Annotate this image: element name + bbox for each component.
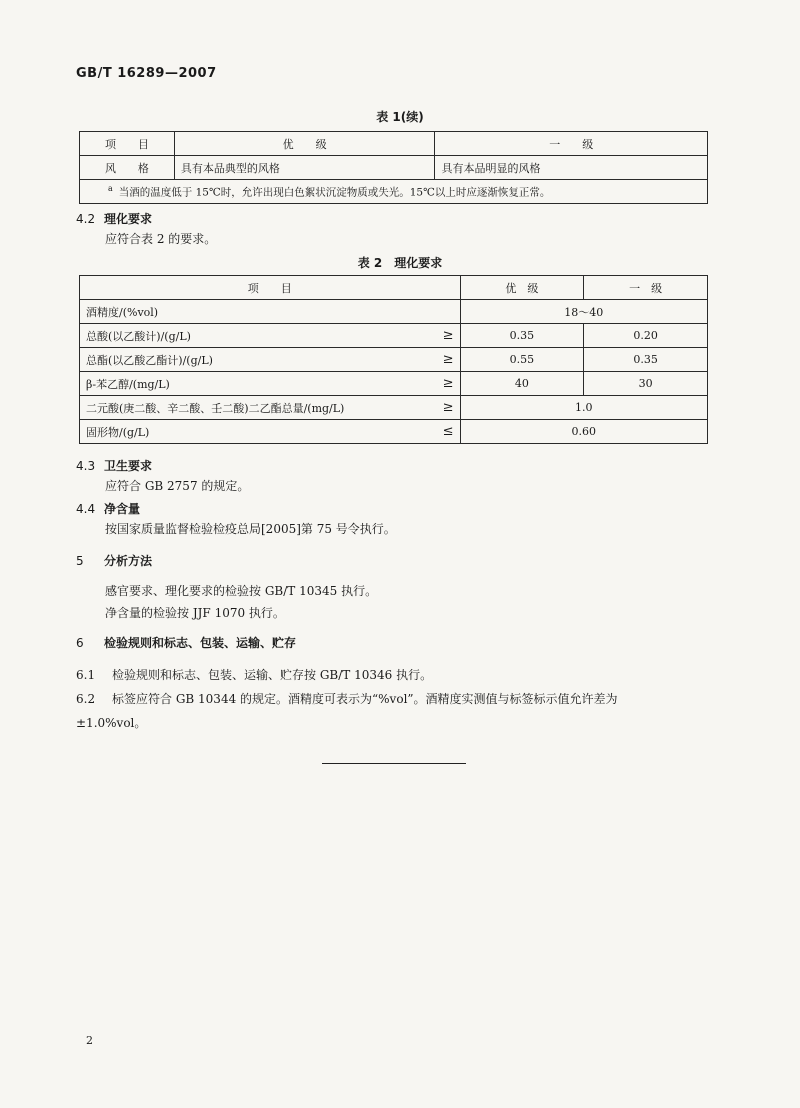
section-5-line1: 感官要求、理化要求的检验按 GB/T 10345 执行。 (105, 584, 378, 598)
table1-cell-grade1: 具有本品典型的风格 (174, 156, 435, 180)
section-6-2-continued: ±1.0%vol。 (76, 716, 147, 730)
section-5-line2: 净含量的检验按 JJF 1070 执行。 (105, 606, 285, 620)
table2-item: 总酸(以乙酸计)/(g/L) ≥ (80, 324, 461, 348)
table2-item: 总酯(以乙酸乙酯计)/(g/L) ≥ (80, 348, 461, 372)
table1-caption: 表 1(续) (376, 110, 424, 124)
table2-caption: 表 2 理化要求 (357, 256, 443, 270)
section-6-2: 6.2 标签应符合 GB 10344 的规定。酒精度可表示为“%vol”。酒精度实测值与标签标示值允许差为 (76, 692, 618, 706)
note-text: 当酒的温度低于 15℃时，允许出现白色絮状沉淀物质或失光。15℃以上时应逐渐恢复正常。 (118, 186, 551, 199)
table2-value-grade1: 40 (460, 372, 584, 396)
table2 (79, 275, 708, 444)
table2-value-grade2: 30 (584, 372, 708, 396)
table2-item: 酒精度/(%vol) (80, 300, 461, 324)
table-row (80, 420, 708, 444)
section-4-2-heading: 4.2 理化要求 (76, 212, 153, 226)
section-4-2-text: 应符合表 2 的要求。 (105, 232, 217, 246)
end-rule (322, 763, 466, 764)
table2-value-grade2: 0.20 (584, 324, 708, 348)
table-row (80, 348, 708, 372)
note-marker: a (108, 183, 113, 193)
section-4-4-text: 按国家质量监督检验检疫总局[2005]第 75 号令执行。 (105, 522, 396, 536)
table-row (80, 396, 708, 420)
table-row (80, 156, 708, 180)
page-number: 2 (86, 1034, 93, 1047)
table1-note-row (80, 180, 708, 204)
table1-cell-grade2: 具有本品明显的风格 (435, 156, 708, 180)
table-row (80, 300, 708, 324)
table2-header-grade2: 一 级 (584, 276, 708, 300)
section-5-heading: 5 分析方法 (76, 554, 153, 568)
table2-item: 二元酸(庚二酸、辛二酸、壬二酸)二乙酯总量/(mg/L) ≥ (80, 396, 461, 420)
table2-value-merged: 18～40 (460, 300, 707, 324)
table1-header-grade2: 一 级 (435, 132, 708, 156)
table1-header-row (80, 132, 708, 156)
table2-header-grade1: 优 级 (460, 276, 584, 300)
table2-header-row (80, 276, 708, 300)
section-4-3-text: 应符合 GB 2757 的规定。 (105, 479, 250, 493)
table2-header-item: 项 目 (80, 276, 461, 300)
table1-header-grade1: 优 级 (174, 132, 435, 156)
table2-value-merged: 0.60 (460, 420, 707, 444)
table2-item: β-苯乙醇/(mg/L) ≥ (80, 372, 461, 396)
table2-item: 固形物/(g/L) ≤ (80, 420, 461, 444)
comparison-symbol: ≥ (442, 399, 454, 415)
table2-value-grade2: 0.35 (584, 348, 708, 372)
table-row (80, 324, 708, 348)
section-4-4-heading: 4.4 净含量 (76, 502, 141, 516)
table1-header-item: 项 目 (80, 132, 175, 156)
table2-value-grade1: 0.35 (460, 324, 584, 348)
section-6-1: 6.1 检验规则和标志、包装、运输、贮存按 GB/T 10346 执行。 (76, 668, 433, 682)
section-4-3-heading: 4.3 卫生要求 (76, 459, 153, 473)
standard-code: GB/T 16289—2007 (76, 66, 217, 81)
table2-value-grade1: 0.55 (460, 348, 584, 372)
section-6-heading: 6 检验规则和标志、包装、运输、贮存 (76, 636, 297, 650)
table-row (80, 372, 708, 396)
table1-note (80, 180, 708, 204)
table1 (79, 131, 708, 204)
comparison-symbol: ≥ (442, 351, 454, 367)
table2-value-merged: 1.0 (460, 396, 707, 420)
comparison-symbol: ≥ (442, 375, 454, 391)
table1-cell-item: 风 格 (80, 156, 175, 180)
comparison-symbol: ≥ (442, 327, 454, 343)
comparison-symbol: ≤ (442, 423, 454, 439)
